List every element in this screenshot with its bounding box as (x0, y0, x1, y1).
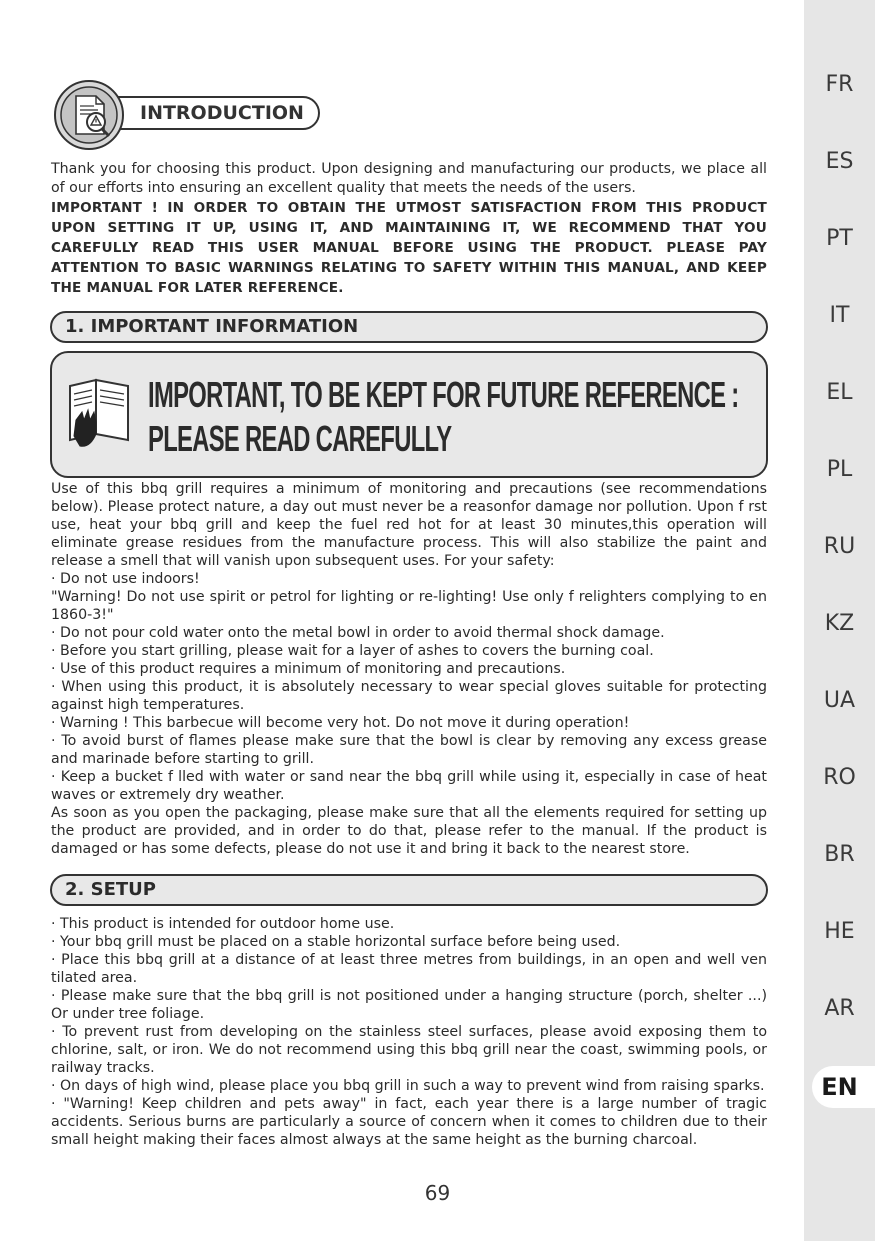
section-2-title: 2. SETUP (65, 879, 156, 900)
section-2-header (50, 874, 768, 906)
important-notice: IMPORTANT ! IN ORDER TO OBTAIN THE UTMOST SATISFACTION FROM THIS PRODUCT UPON SETTING IT UP, USING IT, AND MAINTAINING IT, WE RECOMMEND THAT YOU CAREFULLY READ THIS USER MANUAL BEFORE USING THE PRODUCT. PLEASE PAY ATTENTION TO BASIC WARNINGS RELATING TO SAFETY WITHIN THIS MANUAL, AND KEEP THE MANUAL FOR LATER REFERENCE. (51, 200, 767, 296)
language-tab-pt[interactable]: PT (826, 226, 853, 251)
list-item: · Use of this product requires a minimum of monitoring and precautions. (51, 661, 566, 677)
section-1-body (51, 480, 767, 858)
language-tab-ar[interactable]: AR (824, 996, 855, 1021)
list-item: · Do not pour cold water onto the metal bowl in order to avoid thermal shock damage. (51, 625, 665, 641)
banner-line-1: IMPORTANT, TO BE KEPT FOR FUTURE REFERENCE : (148, 374, 739, 415)
language-tab-en[interactable]: EN (821, 1073, 858, 1101)
list-item: · Place this bbq grill at a distance of at least three metres from buildings, in an open and well ven tilated area. (51, 952, 767, 986)
language-tab-it[interactable]: IT (829, 303, 850, 328)
list-item: · Do not use indoors! (51, 571, 200, 587)
list-item: · Your bbq grill must be placed on a stable horizontal surface before being used. (51, 934, 621, 950)
page-number: 69 (424, 1181, 451, 1205)
language-tab-kz[interactable]: KZ (824, 611, 855, 636)
list-item: As soon as you open the packaging, please make sure that all the elements required for setting up the product are provided, and in order to do that, please refer to the manual. If the product is damaged or has some defects, please do not use it and bring it back to the nearest store. (51, 805, 767, 857)
list-item: · When using this product, it is absolutely necessary to wear special gloves suitable for protecting against high temperatures. (51, 679, 767, 713)
read-manual-icon (66, 376, 132, 452)
language-tab-el[interactable]: EL (826, 380, 853, 405)
intro-paragraph: Thank you for choosing this product. Upon designing and manufacturing our products, we place all of our efforts into ensuring an excellent quality that meets the needs of the users. (51, 161, 767, 196)
list-item: · This product is intended for outdoor home use. (51, 916, 395, 932)
section-2-list (51, 915, 767, 1149)
language-tab-ro[interactable]: RO (823, 765, 856, 790)
section-1-list (51, 570, 767, 858)
language-tab-pl[interactable]: PL (826, 457, 853, 482)
list-item: · Please make sure that the bbq grill is not positioned under a hanging structure (porch, shelter ...) Or under tree foliage. (51, 988, 767, 1022)
language-tab-ua[interactable]: UA (823, 688, 856, 713)
language-tab-fr[interactable]: FR (825, 72, 854, 97)
language-tab-ru[interactable]: RU (823, 534, 856, 559)
list-item: · Before you start grilling, please wait for a layer of ashes to covers the burning coal. (51, 643, 654, 659)
list-item: "Warning! Do not use spirit or petrol for lighting or re-lighting! Use only f relighters complying to en 1860-3!" (51, 589, 767, 623)
list-item: · To prevent rust from developing on the stainless steel surfaces, please avoid exposing them to chlorine, salt, or iron. We do not recommend using this bbq grill near the coast, swimming pools, or railway tracks. (51, 1024, 767, 1076)
list-item: · To avoid burst of flames please make sure that the bowl is clear by removing any excess grease and marinade before starting to grill. (51, 733, 767, 767)
list-item: · "Warning! Keep children and pets away" in fact, each year there is a large number of tragic accidents. Serious burns are particularly a source of concern when it comes to children due to their small height making their faces almost always at the same height as the burning charcoal. (51, 1096, 767, 1148)
banner-line-2: PLEASE READ CAREFULLY (148, 418, 452, 459)
list-item: · On days of high wind, please place you bbq grill in such a way to prevent wind from raising sparks. (51, 1078, 765, 1094)
section-1-title: 1. IMPORTANT INFORMATION (65, 316, 359, 337)
language-tab-he[interactable]: HE (824, 919, 855, 944)
language-tab-es[interactable]: ES (825, 149, 854, 174)
list-item: · Warning ! This barbecue will become very hot. Do not move it during operation! (51, 715, 630, 731)
list-item: · Keep a bucket f lled with water or sand near the bbq grill while using it, especially in case of heat waves or extremely dry weather. (51, 769, 767, 803)
intro-title: INTRODUCTION (140, 102, 304, 124)
language-tab-br[interactable]: BR (824, 842, 855, 867)
document-warning-icon (52, 78, 126, 152)
section-1-intro: Use of this bbq grill requires a minimum of monitoring and precautions (see recommendations below). Please protect nature, a day out must never be a reasonfor damage nor pollution. Upon f rst use, heat your bbq grill and keep the fuel red hot for at least 30 minutes,this operation will eliminate grease residues from the manufacture process. This will also stabilize the paint and release a smell that will vanish upon subsequent uses. For your safety: (51, 481, 767, 569)
